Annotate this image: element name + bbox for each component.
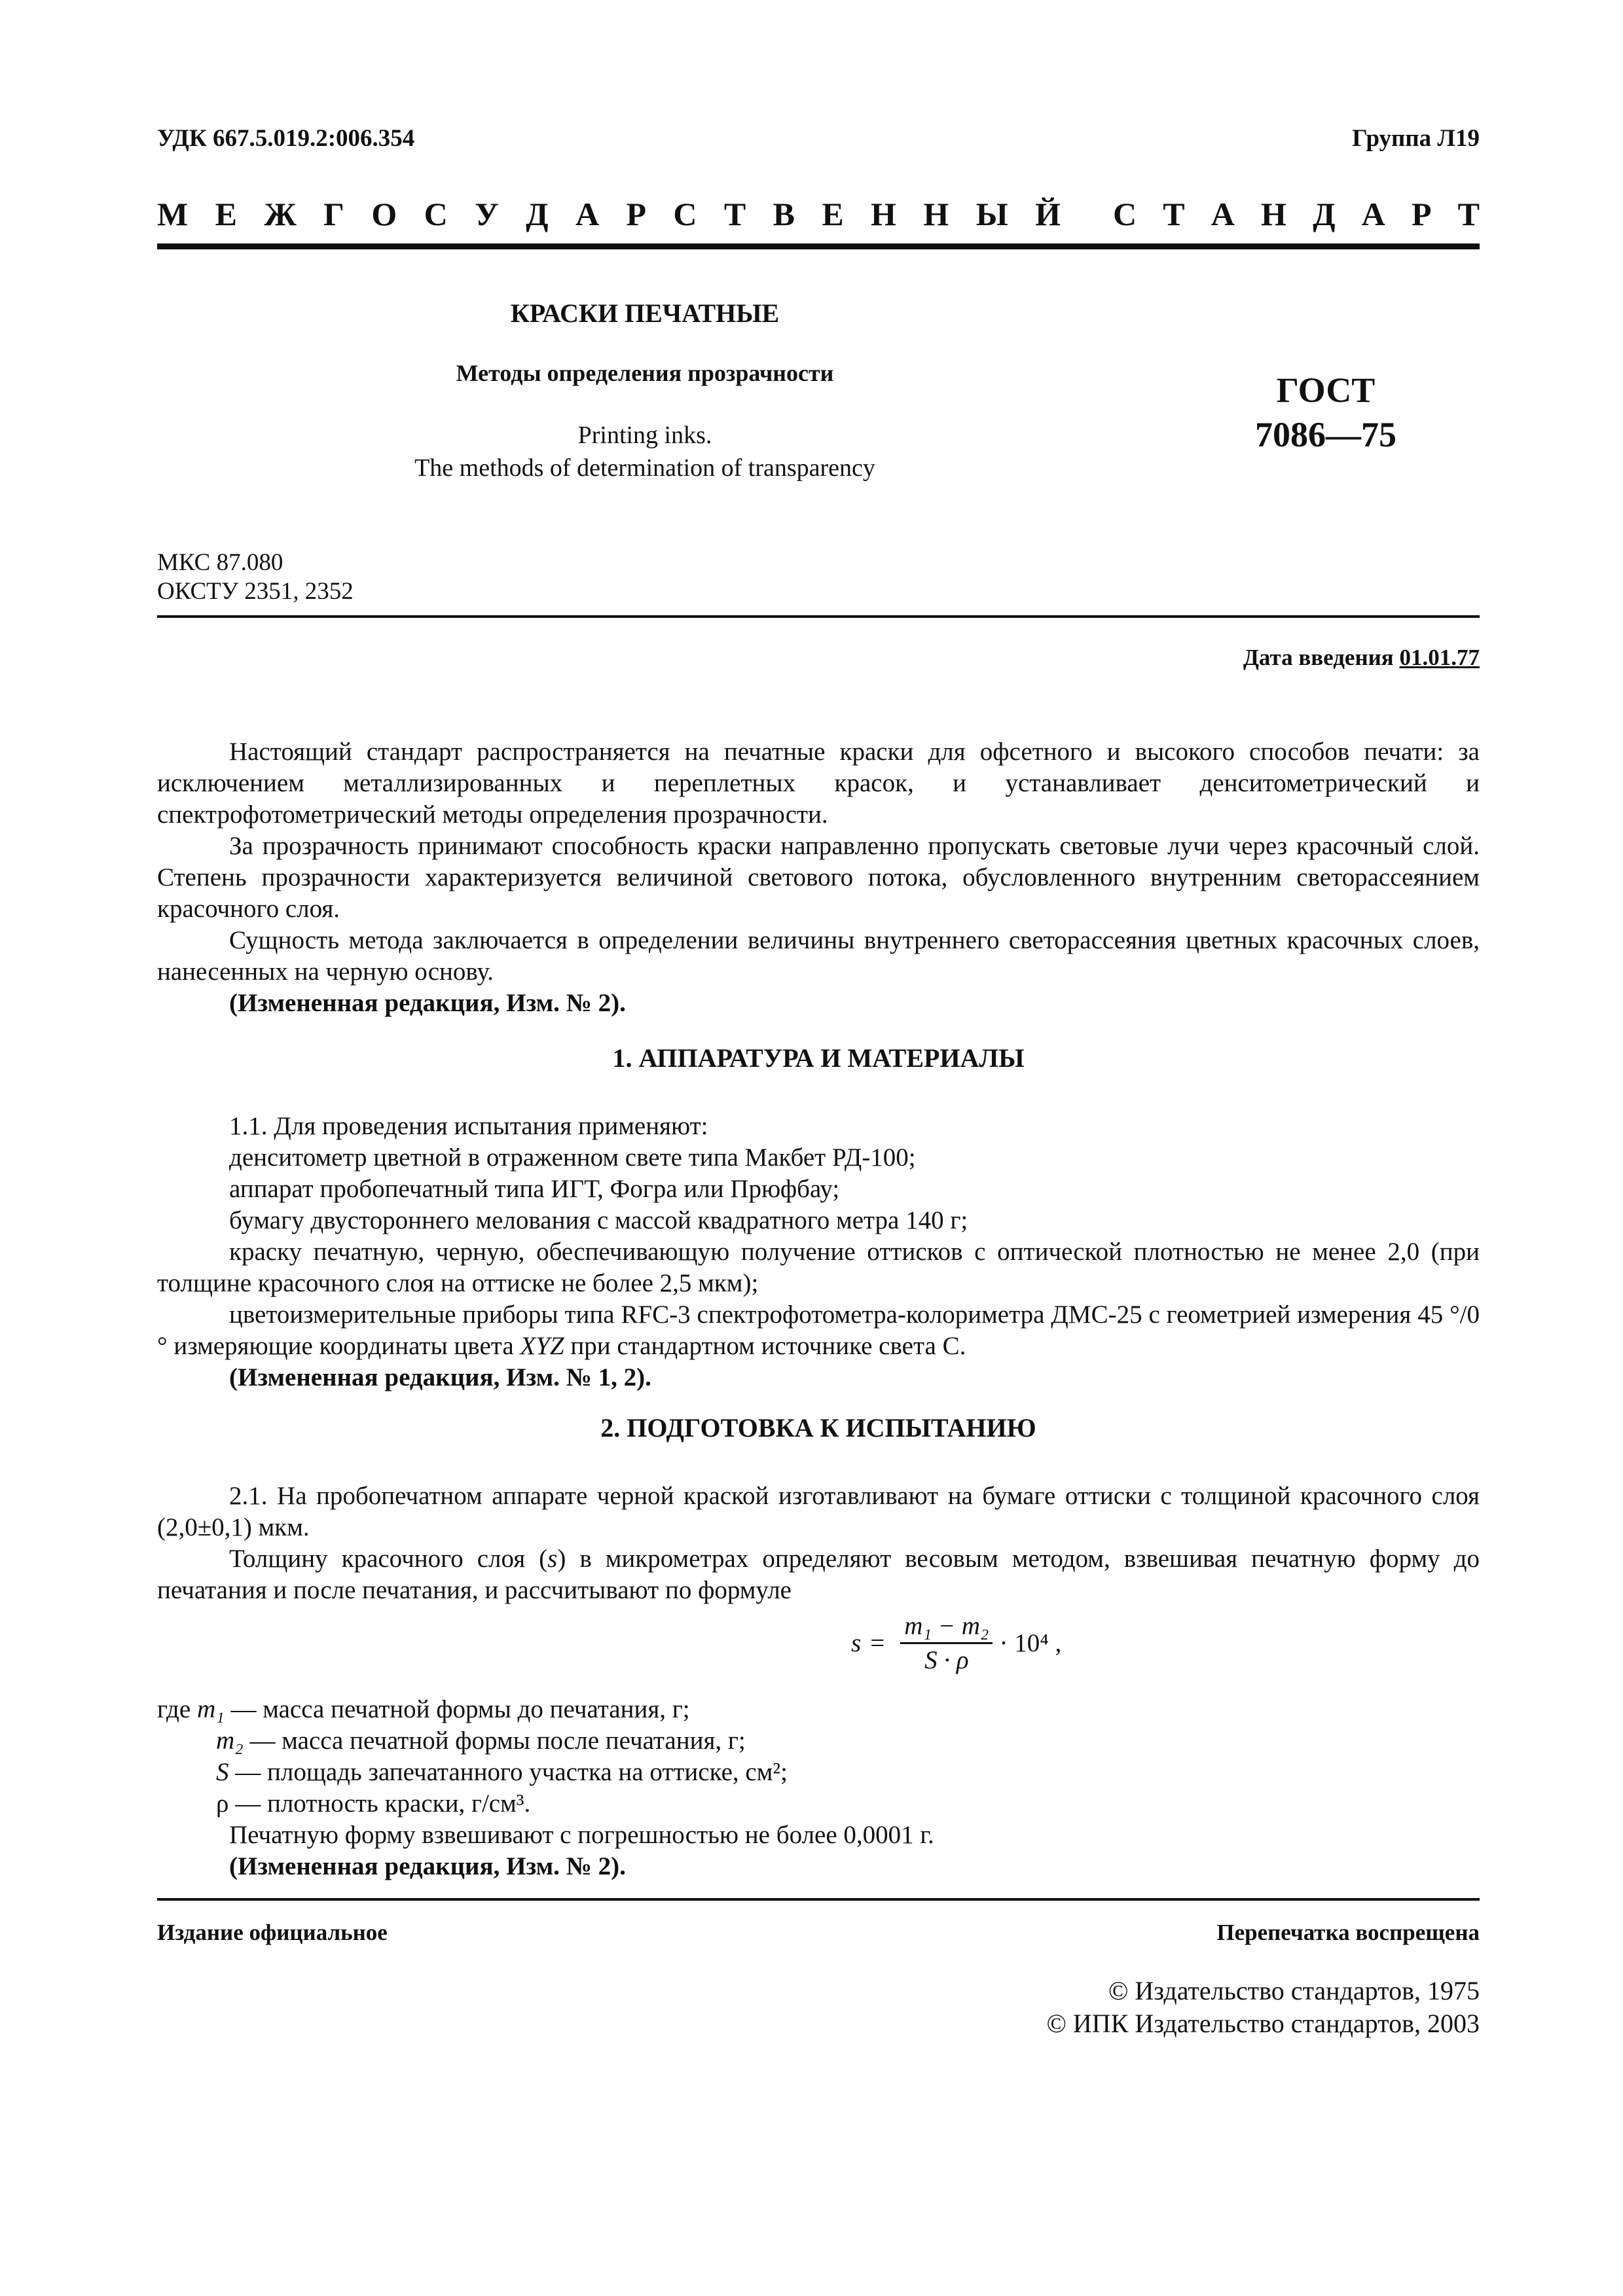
formula-denominator: S · ρ (924, 1646, 969, 1674)
formula-legend (157, 1694, 1480, 1882)
weighing-note: Печатную форму взвешивают с погрешностью не более 0,0001 г. (229, 1821, 934, 1849)
section1-item-paper: бумагу двустороннего мелования с массой квадратного метра 140 г; (229, 1206, 968, 1234)
title-en-line2: The methods of determination of transparency (414, 454, 875, 482)
formula-equals: = (870, 1629, 885, 1657)
thickness-formula (851, 1611, 1061, 1675)
section2-paragraph-prints: 2.1. На пробопечатном аппарате черной краской изготавливают на бумаге оттиски с толщиной красочного слоя (2,0±0,1) мкм. (157, 1482, 1480, 1541)
banner-word-standard: С Т А Н Д А Р Т (1113, 196, 1480, 232)
standard-banner (157, 195, 1480, 233)
legend-row: m₂ — масса печатной формы после печатания, г; (216, 1727, 746, 1755)
intro-date-label: Дата введения (1243, 645, 1394, 670)
section1-item-densitometer: денситометр цветной в отраженном свете типа Макбет РД-100; (229, 1143, 916, 1172)
gost-number: 7086—75 (1255, 415, 1396, 454)
section1-amendment: (Измененная редакция, Изм. № 1, 2). (229, 1363, 651, 1391)
intro-section (157, 736, 1480, 1019)
section1-body (157, 1111, 1480, 1393)
intro-date (1243, 645, 1480, 671)
legend-row: S — площадь запечатанного участка на оттиске, см²; (216, 1758, 788, 1786)
gost-label: ГОСТ (1276, 370, 1376, 410)
footer-rule (157, 1898, 1480, 1901)
section2-paragraph-thickness: Толщину красочного слоя (s) в микрометрах определяют весовым методом, взвешивая печатную форму до печатания и после печатания, и рассчитывают по формуле (157, 1545, 1480, 1604)
title-ru-main: КРАСКИ ПЕЧАТНЫЕ (510, 298, 780, 328)
formula-numerator: m₁ − m₂ (900, 1611, 993, 1644)
section1-item-black-ink: краску печатную, черную, обеспечивающую получение оттисков с оптической плотностью не менее 2,0 (при толщине красочного слоя на оттиске не более 2,5 мкм); (157, 1238, 1480, 1297)
formula-lhs: s (851, 1629, 862, 1657)
section1-item-colorimeter: цветоизмерительные приборы типа RFC-3 спектрофотометра-колориметра ДМС-25 с геометрией измерения 45 °/0 ° измеряющие координаты цвета XYZ при стандартном источнике света С. (157, 1300, 1480, 1360)
section2-body (157, 1480, 1480, 1606)
section2-heading: 2. ПОДГОТОВКА К ИСПЫТАНИЮ (600, 1413, 1036, 1443)
section1-item-print-apparatus: аппарат пробопечатный типа ИГТ, Фогра или Прюфбау; (229, 1175, 840, 1203)
official-edition: Издание официальное (157, 1920, 388, 1945)
okstu-code: ОКСТУ 2351, 2352 (157, 578, 354, 605)
banner-word-interstate: М Е Ж Г О С У Д А Р С Т В Е Н Н Ы Й (157, 196, 1061, 232)
document-page (157, 0, 1480, 2296)
mks-code: МКС 87.080 (157, 549, 283, 576)
legend-row: где m₁ — масса печатной формы до печатания, г; (157, 1695, 690, 1723)
intro-paragraph-definition: За прозрачность принимают способность краски направленно пропускать световые лучи через красочный слой. Степень прозрачности характеризуется величиной светового потока, обусловленного внутренним светорассеянием красочного слоя. (157, 832, 1480, 923)
section1-heading: 1. АППАРАТУРА И МАТЕРИАЛЫ (612, 1043, 1025, 1073)
formula-fraction (900, 1611, 993, 1675)
codes-rule (157, 615, 1480, 618)
formula-factor: · 10⁴ , (999, 1629, 1062, 1657)
banner-rule (157, 243, 1480, 249)
title-ru-sub: Методы определения прозрачности (456, 360, 834, 386)
intro-paragraph-scope: Настоящий стандарт распространяется на печатные краски для офсетного и высокого способов печати: за исключением металлизированных и переплетных красок, и устанавливает денситометрический и спектрофотометрический методы определения прозрачности. (157, 738, 1480, 829)
title-en-line1: Printing inks. (577, 422, 712, 449)
udk-code: УДК 667.5.019.2:006.354 (157, 125, 415, 152)
intro-paragraph-essence: Сущность метода заключается в определении величины внутреннего светорассеяния цветных красочных слоев, нанесенных на черную основу. (157, 926, 1480, 986)
copyright-1975: © Издательство стандартов, 1975 (1108, 1976, 1480, 2005)
copyright-2003: © ИПК Издательство стандартов, 2003 (1046, 2009, 1480, 2038)
section2-amendment: (Измененная редакция, Изм. № 2). (229, 1852, 626, 1880)
group-code: Группа Л19 (1352, 125, 1480, 152)
legend-row: ρ — плотность краски, г/см³. (216, 1789, 531, 1818)
intro-date-value: 01.01.77 (1399, 645, 1480, 670)
intro-amendment: (Измененная редакция, Изм. № 2). (229, 989, 626, 1017)
reprint-prohibited: Перепечатка воспрещена (1216, 1920, 1480, 1945)
section1-item-intro: 1.1. Для проведения испытания применяют: (229, 1112, 708, 1140)
